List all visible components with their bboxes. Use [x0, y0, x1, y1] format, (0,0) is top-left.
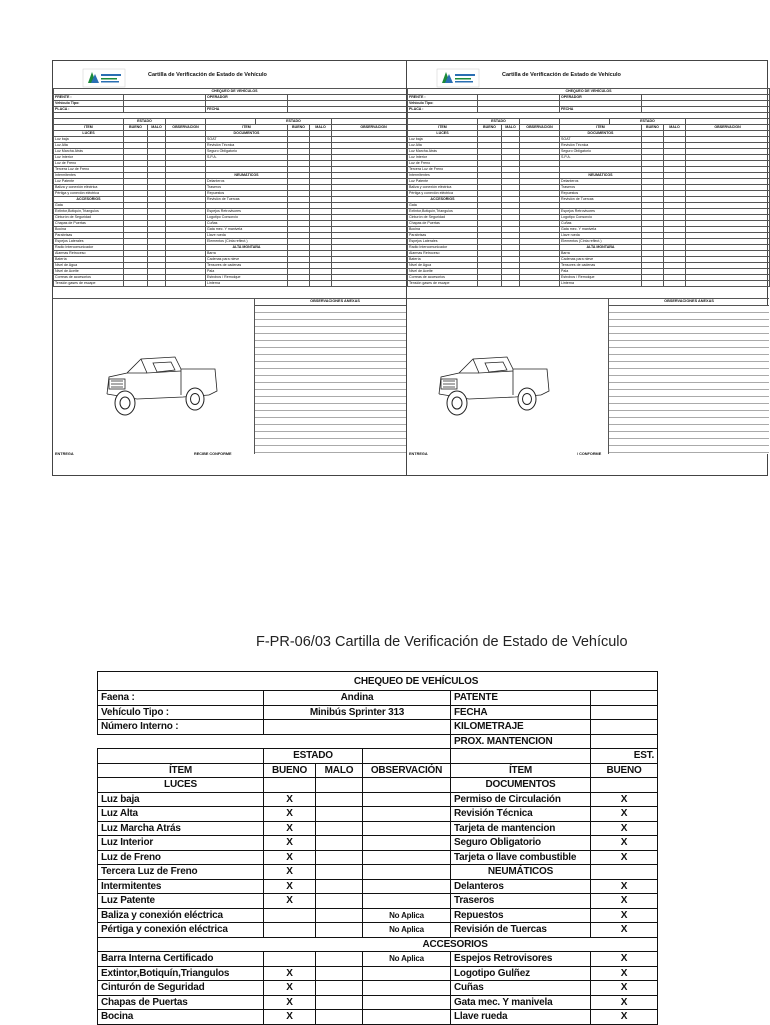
- spacer-cell: [98, 749, 264, 764]
- thumb-item-right: Cadenas para nieve: [206, 256, 288, 262]
- item-left: Intermitentes: [98, 879, 264, 894]
- thumb-field-label-right: OPERADOR: [560, 95, 642, 101]
- recibe-conforme-label: / CONFORME: [577, 452, 602, 456]
- thumb-item-left: Chapas de Puertas: [408, 220, 478, 226]
- thumb-item-right: ALTA MONTAÑA: [206, 244, 288, 250]
- thumb-item-left: Baliza y conexión eléctrica: [54, 184, 124, 190]
- item-left: Luz Marcha Atrás: [98, 821, 264, 836]
- item-right: NEUMÁTICOS: [451, 865, 591, 880]
- thumb-item-right: Llave rueda: [206, 232, 288, 238]
- thumb-item-right: Estrobos / Remolque: [560, 274, 642, 280]
- thumb-col-item: ITEM: [408, 124, 478, 130]
- thumb-item-right: SOAT: [560, 136, 642, 142]
- sheet-title: F-PR-06/03 Cartilla de Verificación de Estado de Vehículo: [256, 634, 628, 650]
- vehiculo-tipo-label: Vehículo Tipo :: [98, 705, 264, 720]
- thumb-obs-cell[interactable]: [686, 280, 770, 286]
- bueno-right-cell[interactable]: X: [591, 952, 658, 967]
- thumb-field-label: FRENTE :: [54, 95, 124, 101]
- spacer-cell: [363, 749, 451, 764]
- malo-left-cell[interactable]: [316, 836, 363, 851]
- thumb-col-malo: MALO: [310, 124, 332, 130]
- table-row: [98, 923, 658, 938]
- table-row: [98, 879, 658, 894]
- bueno-left-cell[interactable]: X: [264, 821, 316, 836]
- kilometraje-value[interactable]: [591, 720, 658, 735]
- thumb-item-left: Nivel de Aceite: [54, 268, 124, 274]
- bueno-right-cell[interactable]: X: [591, 836, 658, 851]
- thumb-item-right: Delanteros: [560, 178, 642, 184]
- thumb-item-left: Nivel de Agua: [408, 262, 478, 268]
- vehicle-checklist-table: [97, 671, 658, 1025]
- observacion-left-cell[interactable]: No Aplica: [363, 908, 451, 923]
- thumb-item-right: Gata mec. Y manivela: [206, 226, 288, 232]
- col-item-right: ÍTEM: [451, 763, 591, 778]
- observacion-left-cell[interactable]: [363, 792, 451, 807]
- vehiculo-tipo-value: Minibús Sprinter 313: [264, 705, 451, 720]
- malo-left-cell[interactable]: [316, 865, 363, 880]
- thumb-item-left: LUCES: [54, 130, 124, 136]
- bueno-left-cell[interactable]: X: [264, 792, 316, 807]
- thumb-item-right: S.P.A.: [560, 154, 642, 160]
- thumb-item-left: Luz Interior: [54, 154, 124, 160]
- thumb-item-right: Cuñas: [206, 220, 288, 226]
- item-left: Luz Interior: [98, 836, 264, 851]
- thumbnail-title: Cartilla de Verificación de Estado de Vehículo: [502, 72, 621, 78]
- observacion-left-cell[interactable]: No Aplica: [363, 952, 451, 967]
- thumb-item-right: SOAT: [206, 136, 288, 142]
- thumb-item-right: NEUMÁTICOS: [206, 172, 288, 178]
- bueno-left-cell[interactable]: [264, 778, 316, 793]
- bueno-right-cell[interactable]: X: [591, 981, 658, 996]
- observacion-left-cell[interactable]: [363, 894, 451, 909]
- thumb-item-right: Repuestos: [206, 190, 288, 196]
- thumb-item-left: Gata: [54, 202, 124, 208]
- patente-label: PATENTE: [451, 691, 591, 706]
- table-row: [98, 908, 658, 923]
- item-left: LUCES: [98, 778, 264, 793]
- thumb-item-right: Tensores de cadenas: [206, 262, 288, 268]
- observacion-left-cell[interactable]: [363, 821, 451, 836]
- thumb-item-left: ACCESORIOS: [54, 196, 124, 202]
- thumb-item-left: Cinturón de Seguridad: [54, 214, 124, 220]
- thumb-item-right: Pala: [560, 268, 642, 274]
- thumb-field-label-right: FECHA: [560, 107, 642, 113]
- thumb-item-right: Logotipo Consorcio: [560, 214, 642, 220]
- numero-interno-value[interactable]: [264, 720, 451, 735]
- bueno-left-cell[interactable]: X: [264, 995, 316, 1010]
- observacion-left-cell[interactable]: [363, 807, 451, 822]
- thumb-field-label: PLACA :: [408, 107, 478, 113]
- thumb-item-left: Espejos Laterales: [408, 238, 478, 244]
- bueno-left-cell[interactable]: X: [264, 966, 316, 981]
- item-right: Tarjeta de mantencion: [451, 821, 591, 836]
- thumb-col-bueno: BUENO: [288, 124, 310, 130]
- thumbnail-title: Cartilla de Verificación de Estado de Vehículo: [148, 72, 267, 78]
- section-accesorios-label: ACCESORIOS: [422, 938, 488, 950]
- thumb-item-left: Radio Intercomunicador: [54, 244, 124, 250]
- thumb-item-right: Seguro Obligatorio: [560, 148, 642, 154]
- col-item-left: ÍTEM: [98, 763, 264, 778]
- thumb-estado: ESTADO: [256, 118, 332, 124]
- thumb-item-right: Linterna: [560, 280, 642, 286]
- thumb-item-left: Batería: [408, 256, 478, 262]
- item-left: Baliza y conexión eléctrica: [98, 908, 264, 923]
- entrega-label: ENTREGA: [409, 452, 428, 456]
- table-row: [98, 894, 658, 909]
- thumb-item-right: Barra: [206, 250, 288, 256]
- thumb-field-label-right: OPERADOR: [206, 95, 288, 101]
- thumb-col-bueno: BUENO: [124, 124, 148, 130]
- bueno-right-cell[interactable]: X: [591, 923, 658, 938]
- checklist-rows: [98, 778, 658, 1025]
- thumb-col-malo: MALO: [664, 124, 686, 130]
- item-left: Luz baja: [98, 792, 264, 807]
- thumb-item-right: Traseros: [560, 184, 642, 190]
- col-observacion-left: OBSERVACIÓN: [363, 763, 451, 778]
- col-bueno-left: BUENO: [264, 763, 316, 778]
- thumb-field-label: FRENTE :: [408, 95, 478, 101]
- thumb-item-left: Tercera Luz de Freno: [408, 166, 478, 172]
- thumb-estado: ESTADO: [478, 118, 520, 124]
- thumb-item-right: Pala: [206, 268, 288, 274]
- thumb-item-right: Revisión de Tuercas: [560, 196, 642, 202]
- thumb-item-right: DOCUMENTOS: [206, 130, 288, 136]
- thumb-item-left: Nivel de Aceite: [408, 268, 478, 274]
- thumb-item-right: Tensores de cadenas: [560, 262, 642, 268]
- thumb-item-right: Elementos (Cinta reflect.): [206, 238, 288, 244]
- thumb-item-right: Espejos Retrovisores: [560, 208, 642, 214]
- item-right: Delanteros: [451, 879, 591, 894]
- thumb-item-left: Luz baja: [54, 136, 124, 142]
- malo-left-cell[interactable]: [316, 792, 363, 807]
- thumb-item-left: Espejos Laterales: [54, 238, 124, 244]
- malo-left-cell[interactable]: [316, 966, 363, 981]
- thumb-item-left: Luz Alta: [54, 142, 124, 148]
- malo-left-cell[interactable]: [316, 1010, 363, 1025]
- observations-title: OBSERVACIONES ANEXAS: [255, 299, 415, 306]
- bueno-right-cell[interactable]: X: [591, 908, 658, 923]
- bueno-left-cell[interactable]: X: [264, 807, 316, 822]
- thumb-item-left: Luz de Freno: [408, 160, 478, 166]
- thumb-col-bueno: BUENO: [642, 124, 664, 130]
- item-right: Repuestos: [451, 908, 591, 923]
- thumb-item-right: Revisión Técnica: [560, 142, 642, 148]
- malo-left-cell[interactable]: [316, 879, 363, 894]
- bueno-left-cell[interactable]: [264, 923, 316, 938]
- prox-mantencion-label: PROX. MANTENCION: [451, 734, 591, 749]
- thumb-field-label: Vehículo Tipo:: [54, 101, 124, 107]
- item-right: Logotipo Gulñez: [451, 966, 591, 981]
- item-right: Seguro Obligatorio: [451, 836, 591, 851]
- table-row: [98, 792, 658, 807]
- bueno-left-cell[interactable]: X: [264, 1010, 316, 1025]
- thumb-item-left: Extintor,Botiquín,Triangulos: [54, 208, 124, 214]
- estado-header-left: ESTADO: [264, 749, 363, 764]
- item-left: Tercera Luz de Freno: [98, 865, 264, 880]
- thumb-item-left: Cinturón de Seguridad: [408, 214, 478, 220]
- item-left: Pértiga y conexión eléctrica: [98, 923, 264, 938]
- thumb-item-right: Llave rueda: [560, 232, 642, 238]
- malo-left-cell[interactable]: [316, 850, 363, 865]
- thumb-col-item: ITEM: [54, 124, 124, 130]
- thumb-item-right: Espejos Retrovisores: [206, 208, 288, 214]
- item-right: Traseros: [451, 894, 591, 909]
- thumb-item-left: Luz Patente: [408, 178, 478, 184]
- table-row: [98, 865, 658, 880]
- bueno-right-cell[interactable]: [591, 778, 658, 793]
- observacion-left-cell[interactable]: [363, 981, 451, 996]
- table-row: [98, 966, 658, 981]
- thumb-item-left: Bocina: [54, 226, 124, 232]
- thumb-item-left: Luz Alta: [408, 142, 478, 148]
- thumb-item-left: Radio Intercomunicador: [408, 244, 478, 250]
- estado-header-right: EST.: [591, 749, 658, 764]
- table-row: [98, 1010, 658, 1025]
- col-malo-left: MALO: [316, 763, 363, 778]
- thumb-item-right: Repuestos: [560, 190, 642, 196]
- thumb-item-left: LUCES: [408, 130, 478, 136]
- thumb-item-left: Luz Patente: [54, 178, 124, 184]
- faena-value: Andina: [264, 691, 451, 706]
- bueno-right-cell[interactable]: X: [591, 807, 658, 822]
- bueno-right-cell[interactable]: X: [591, 850, 658, 865]
- thumb-col-obs: OBSERVACION: [520, 124, 560, 130]
- thumb-col-obs: OBSERVACION: [686, 124, 770, 130]
- thumb-col-item: ITEM: [206, 124, 288, 130]
- thumb-item-left: Correas de accesorios: [408, 274, 478, 280]
- thumb-item-left: Tensión gases de escape: [54, 280, 124, 286]
- thumb-item-left: Luz de Freno: [54, 160, 124, 166]
- sheet-header: CHEQUEO DE VEHÍCULOS: [98, 672, 658, 691]
- thumb-item-right: Barra: [560, 250, 642, 256]
- recibe-conforme-label: RECIBE CONFORME: [194, 452, 232, 456]
- bueno-right-cell[interactable]: X: [591, 821, 658, 836]
- thumb-item-left: Bocina: [408, 226, 478, 232]
- bueno-left-cell[interactable]: X: [264, 981, 316, 996]
- bueno-left-cell[interactable]: X: [264, 836, 316, 851]
- thumb-item-left: Parabrisas: [54, 232, 124, 238]
- thumb-item-left: Baliza y conexión eléctrica: [408, 184, 478, 190]
- thumb-item-left: ACCESORIOS: [408, 196, 478, 202]
- bueno-right-cell[interactable]: X: [591, 792, 658, 807]
- observacion-left-cell[interactable]: [363, 966, 451, 981]
- observacion-left-cell[interactable]: [363, 850, 451, 865]
- malo-left-cell[interactable]: [316, 778, 363, 793]
- malo-left-cell[interactable]: [316, 894, 363, 909]
- thumb-field-label-right: FECHA: [206, 107, 288, 113]
- col-bueno-right: BUENO: [591, 763, 658, 778]
- fecha-value[interactable]: [591, 705, 658, 720]
- thumb-item-right: Revisión Técnica: [206, 142, 288, 148]
- thumb-item-left: Parabrisas: [408, 232, 478, 238]
- observacion-left-cell[interactable]: No Aplica: [363, 923, 451, 938]
- thumb-item-right: Logotipo Consorcio: [206, 214, 288, 220]
- thumb-malo-cell[interactable]: [664, 280, 686, 286]
- thumb-col-bueno: BUENO: [478, 124, 502, 130]
- item-left: Extintor,Botiquín,Triangulos: [98, 966, 264, 981]
- observations-title: OBSERVACIONES ANEXAS: [609, 299, 769, 306]
- thumb-col-obs: OBSERVACION: [166, 124, 206, 130]
- thumb-item-left: Luz Interior: [408, 154, 478, 160]
- thumb-col-malo: MALO: [148, 124, 166, 130]
- thumb-item-left: Pértiga y conexión eléctrica: [54, 190, 124, 196]
- thumb-item-left: Luz Marcha Atrás: [408, 148, 478, 154]
- item-right: Espejos Retrovisores: [451, 952, 591, 967]
- malo-left-cell[interactable]: [316, 981, 363, 996]
- item-right: Llave rueda: [451, 1010, 591, 1025]
- spacer-cell: [451, 749, 591, 764]
- thumb-item-right: NEUMÁTICOS: [560, 172, 642, 178]
- numero-interno-label: Número Interno :: [98, 720, 264, 735]
- observacion-left-cell[interactable]: [363, 1010, 451, 1025]
- thumb-item-left: Intermitentes: [408, 172, 478, 178]
- table-row: [98, 807, 658, 822]
- thumb-item-right: DOCUMENTOS: [560, 130, 642, 136]
- item-right: Permiso de Circulación: [451, 792, 591, 807]
- item-right: Revisión de Tuercas: [451, 923, 591, 938]
- item-left: Luz Alta: [98, 807, 264, 822]
- section-accesorios: [422, 937, 658, 952]
- checklist-spacer: [98, 937, 451, 952]
- observacion-left-cell[interactable]: [363, 778, 451, 793]
- thumb-item-right: Gata mec. Y manivela: [560, 226, 642, 232]
- thumb-col-item: ITEM: [560, 124, 642, 130]
- item-right: Tarjeta o llave combustible: [451, 850, 591, 865]
- thumb-field-label: PLACA :: [54, 107, 124, 113]
- bueno-right-cell[interactable]: X: [591, 894, 658, 909]
- thumb-item-left: Tercera Luz de Freno: [54, 166, 124, 172]
- thumb-item-left: Alarmas Retroceso: [54, 250, 124, 256]
- thumb-item-left: Intermitentes: [54, 172, 124, 178]
- bueno-right-cell[interactable]: X: [591, 995, 658, 1010]
- item-left: Chapas de Puertas: [98, 995, 264, 1010]
- item-right: DOCUMENTOS: [451, 778, 591, 793]
- bueno-left-cell[interactable]: X: [264, 850, 316, 865]
- thumb-header: CHEQUEO DE VEHÍCULOS: [408, 89, 770, 95]
- bueno-left-cell[interactable]: [264, 908, 316, 923]
- malo-left-cell[interactable]: [316, 952, 363, 967]
- observacion-left-cell[interactable]: [363, 995, 451, 1010]
- thumb-item-left: Alarmas Retroceso: [408, 250, 478, 256]
- thumb-item-right: S.P.A.: [206, 154, 288, 160]
- thumb-item-right: ALTA MONTAÑA: [560, 244, 642, 250]
- thumb-item-right: Estrobos / Remolque: [206, 274, 288, 280]
- bueno-left-cell[interactable]: X: [264, 894, 316, 909]
- item-right: Revisión Técnica: [451, 807, 591, 822]
- thumb-item-left: Gata: [408, 202, 478, 208]
- bueno-right-cell[interactable]: [591, 865, 658, 880]
- item-right: Cuñas: [451, 981, 591, 996]
- table-row: [98, 850, 658, 865]
- item-left: Cinturón de Seguridad: [98, 981, 264, 996]
- bueno-left-cell[interactable]: X: [264, 865, 316, 880]
- thumb-item-left: Luz Marcha Atrás: [54, 148, 124, 154]
- fecha-label: FECHA: [451, 705, 591, 720]
- thumb-item-left: Batería: [54, 256, 124, 262]
- observacion-left-cell[interactable]: [363, 879, 451, 894]
- item-left: Luz Patente: [98, 894, 264, 909]
- thumb-item-right: Delanteros: [206, 178, 288, 184]
- entrega-label: ENTREGA: [55, 452, 74, 456]
- malo-left-cell[interactable]: [316, 821, 363, 836]
- item-left: Barra Interna Certificado: [98, 952, 264, 967]
- thumb-item-left: Pértiga y conexión eléctrica: [408, 190, 478, 196]
- table-row: [98, 836, 658, 851]
- kilometraje-label: KILOMETRAJE: [451, 720, 591, 735]
- thumb-item-right: Elementos (Cinta reflect.): [560, 238, 642, 244]
- table-row: [98, 778, 658, 793]
- item-right: Gata mec. Y manivela: [451, 995, 591, 1010]
- patente-value[interactable]: [591, 691, 658, 706]
- item-left: Bocina: [98, 1010, 264, 1025]
- table-row: [98, 981, 658, 996]
- thumb-header: CHEQUEO DE VEHÍCULOS: [54, 89, 416, 95]
- table-row: [98, 821, 658, 836]
- observacion-left-cell[interactable]: [363, 865, 451, 880]
- thumb-estado: ESTADO: [124, 118, 166, 124]
- thumb-item-left: Luz baja: [408, 136, 478, 142]
- thumb-col-obs: OBSERVACION: [332, 124, 416, 130]
- thumb-item-right: Seguro Obligatorio: [206, 148, 288, 154]
- malo-left-cell[interactable]: [316, 908, 363, 923]
- thumb-item-right: Linterna: [206, 280, 288, 286]
- thumb-item-right: Traseros: [206, 184, 288, 190]
- table-row: [98, 995, 658, 1010]
- thumb-estado: ESTADO: [610, 118, 686, 124]
- thumb-item-left: Extintor,Botiquín,Triangulos: [408, 208, 478, 214]
- thumb-item-right: Revisión de Tuercas: [206, 196, 288, 202]
- bueno-right-cell[interactable]: X: [591, 879, 658, 894]
- thumb-item-right: Cadenas para nieve: [560, 256, 642, 262]
- thumb-item-left: Chapas de Puertas: [54, 220, 124, 226]
- thumb-item-left: Correas de accesorios: [54, 274, 124, 280]
- thumb-item-left: Tensión gases de escape: [408, 280, 478, 286]
- prox-mantencion-value[interactable]: [591, 734, 658, 749]
- table-row: [98, 952, 658, 967]
- faena-label: Faena :: [98, 691, 264, 706]
- observacion-left-cell[interactable]: [363, 836, 451, 851]
- thumb-item-left: Nivel de Agua: [54, 262, 124, 268]
- malo-left-cell[interactable]: [316, 995, 363, 1010]
- bueno-left-cell[interactable]: [264, 952, 316, 967]
- thumb-col-malo: MALO: [502, 124, 520, 130]
- item-left: Luz de Freno: [98, 850, 264, 865]
- thumb-field-label: Vehículo Tipo:: [408, 101, 478, 107]
- bueno-right-cell[interactable]: X: [591, 1010, 658, 1025]
- malo-left-cell[interactable]: [316, 923, 363, 938]
- thumb-item-right: Cuñas: [560, 220, 642, 226]
- bueno-left-cell[interactable]: X: [264, 879, 316, 894]
- bueno-right-cell[interactable]: X: [591, 966, 658, 981]
- blank-cell: [98, 734, 451, 749]
- malo-left-cell[interactable]: [316, 807, 363, 822]
